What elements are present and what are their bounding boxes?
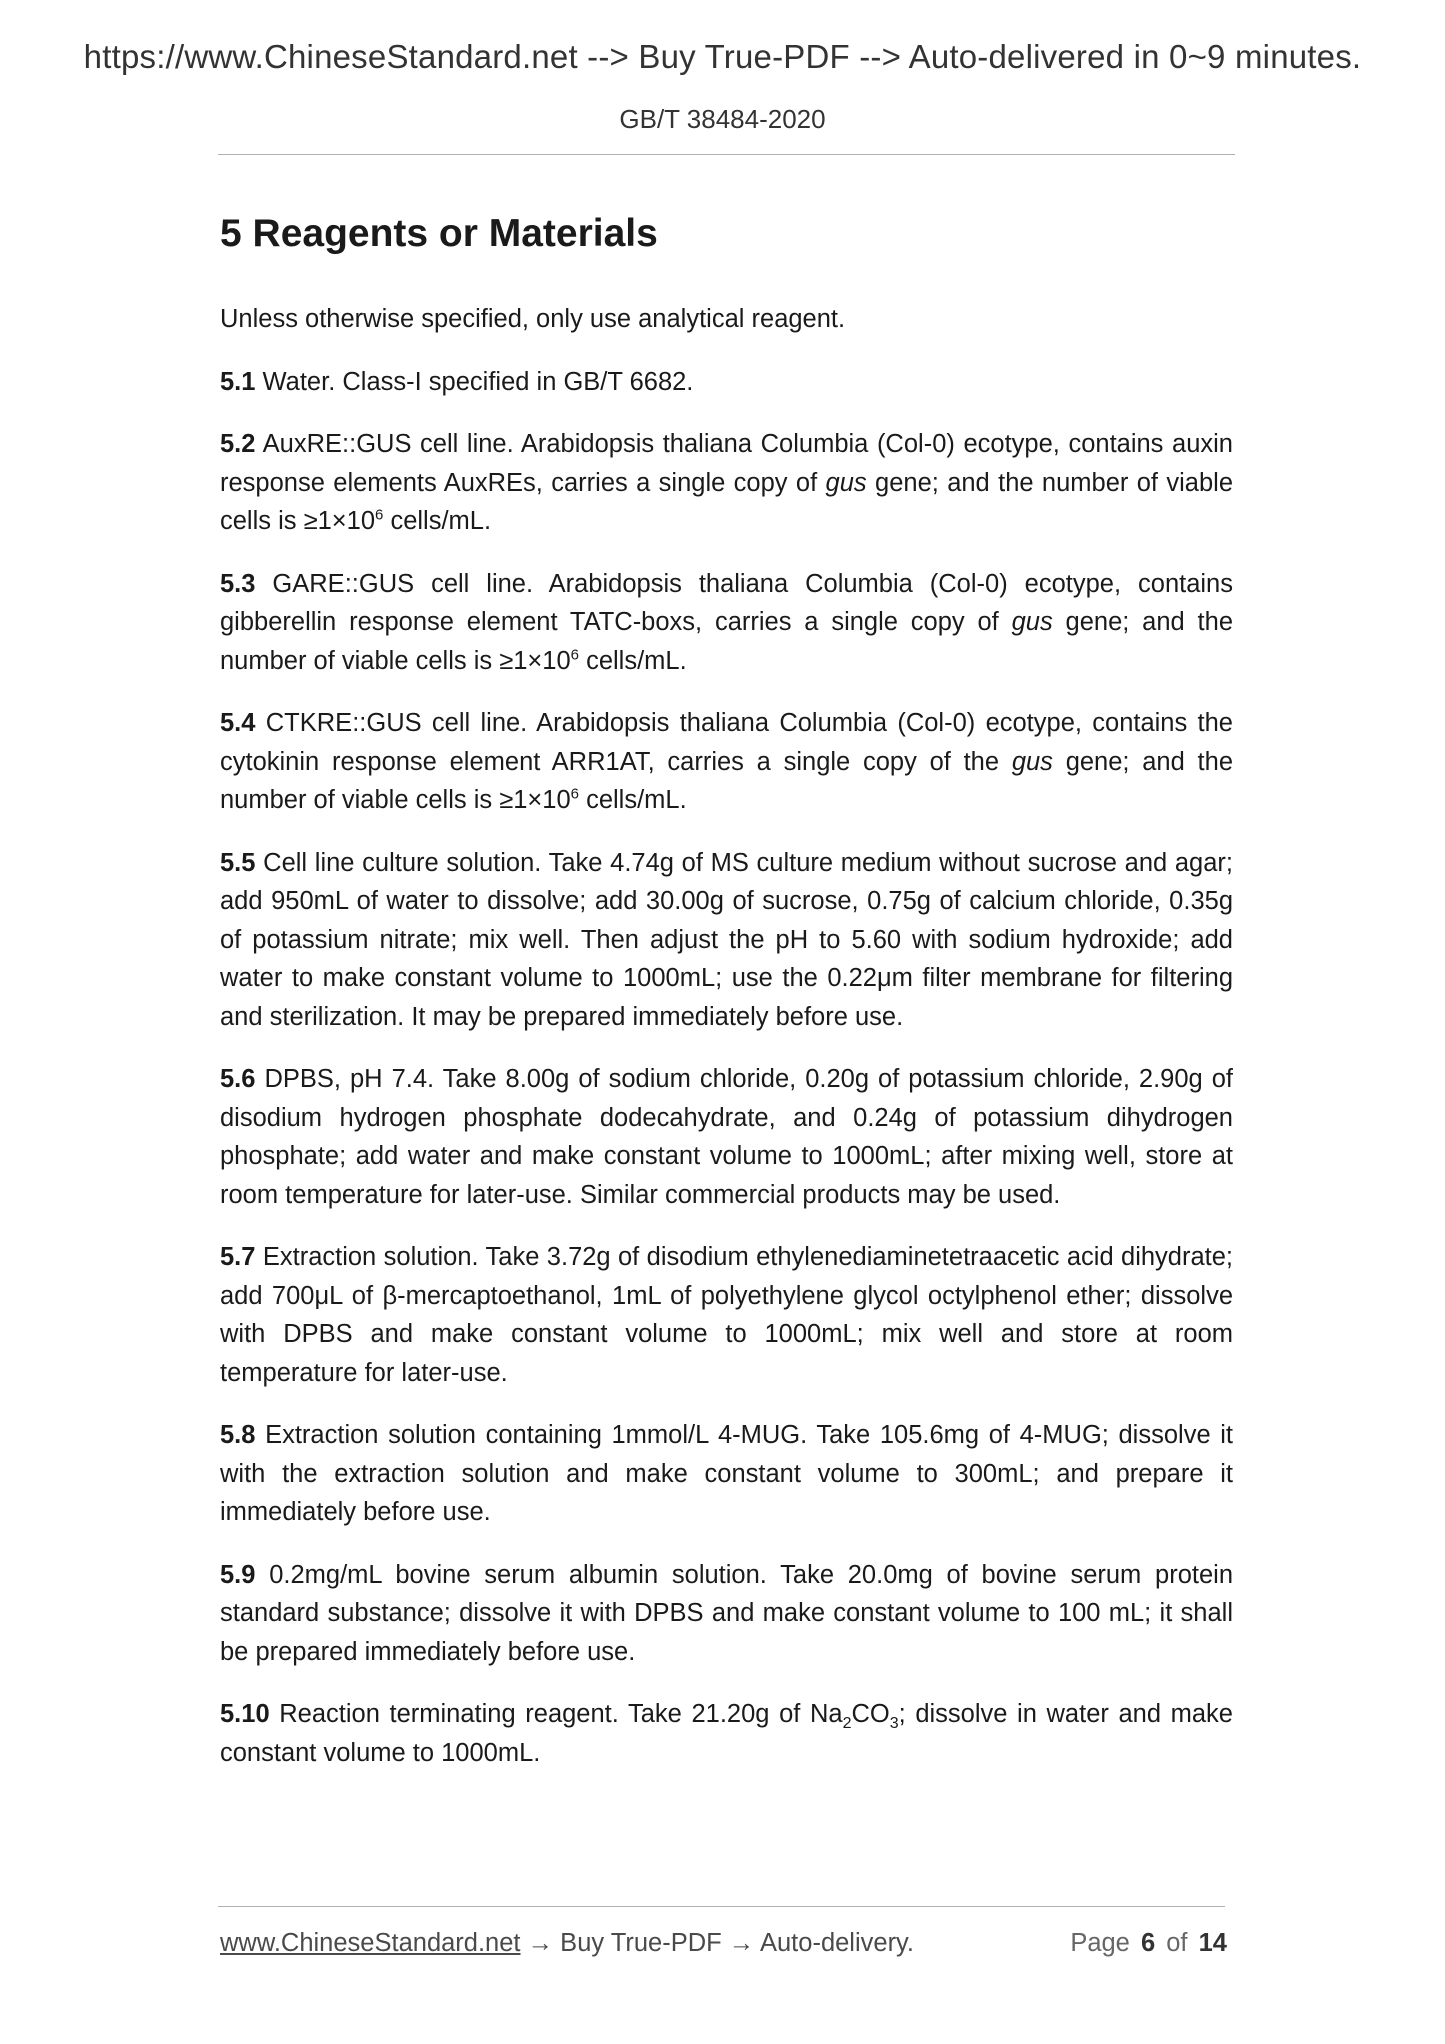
clause-text: Reaction terminating reagent. Take 21.20g of Na xyxy=(279,1700,843,1728)
exponent: 6 xyxy=(375,506,384,524)
clause-text: Water. Class-I specified in GB/T 6682. xyxy=(262,367,694,396)
subscript: 2 xyxy=(842,1715,852,1733)
clause-number: 5.7 xyxy=(220,1243,256,1271)
clause-number: 5.3 xyxy=(220,569,256,598)
header-divider xyxy=(218,154,1235,155)
page-indicator xyxy=(1070,1929,1227,1958)
clause-text: AuxRE::GUS cell line. Arabidopsis thaliana Columbia (Col-0) ecotype, contains auxin response elements AuxREs, carries a single copy of xyxy=(220,430,1233,497)
clause-text: gene; and the number of viable cells is ≥1×10 xyxy=(220,747,1233,814)
section-title: 5 Reagents or Materials xyxy=(220,212,658,255)
clause-text: 0.2mg/mL bovine serum albumin solution. Take 20.0mg of bovine serum protein standard substance; dissolve it with DPBS and make constant volume to 100 mL; it shall be prepared immediately before use. xyxy=(220,1560,1233,1666)
clause-text: DPBS, pH 7.4. Take 8.00g of sodium chloride, 0.20g of potassium chloride, 2.90g of disodium hydrogen phosphate dodecahydrate, and 0.24g of potassium dihydrogen phosphate; add water and make constant volume to 1000mL; after mixing well, store at room temperature for later-use. Similar commercial products may be used. xyxy=(220,1065,1233,1209)
document-code: GB/T 38484-2020 xyxy=(619,104,826,134)
exponent: 6 xyxy=(570,785,579,803)
footer-divider xyxy=(218,1906,1225,1907)
page-content xyxy=(220,212,1233,1796)
clause-text: ; dissolve in water and make constant volume to 1000mL. xyxy=(220,1700,1233,1767)
clause-text: cells/mL. xyxy=(578,786,687,814)
clause-text: CO xyxy=(851,1700,890,1728)
gene-name: gus xyxy=(1011,608,1053,636)
clause-text: Extraction solution containing 1mmol/L 4-MUG. Take 105.6mg of 4-MUG; dissolve it with the extraction solution and make constant volume to 300mL; and prepare it immediately before use. xyxy=(220,1421,1233,1526)
clause-text: cells/mL. xyxy=(578,646,687,675)
exponent: 6 xyxy=(570,646,579,663)
clause-number: 5.2 xyxy=(220,430,256,458)
clause-number: 5.9 xyxy=(220,1560,256,1589)
clause-text: gene; and the number of viable cells is ≥1×10 xyxy=(220,468,1233,535)
clause-number: 5.8 xyxy=(220,1421,256,1449)
clause-5-10 xyxy=(220,1695,1233,1772)
of-label: of xyxy=(1166,1929,1188,1957)
clause-5-5 xyxy=(220,844,1233,1037)
clause-5-4 xyxy=(220,704,1233,820)
clause-number: 5.1 xyxy=(220,367,256,396)
footer-site-link[interactable]: www.ChineseStandard.net xyxy=(220,1929,521,1957)
clause-5-8 xyxy=(220,1416,1233,1532)
clause-text: GARE::GUS cell line. Arabidopsis thaliana Columbia (Col-0) ecotype, contains gibberellin response element TATC-boxs, carries a single copy of xyxy=(220,569,1233,636)
page-label: Page xyxy=(1070,1929,1130,1957)
footer-promo-text: → Buy True-PDF → Auto-delivery. xyxy=(520,1929,914,1957)
total-pages: 14 xyxy=(1198,1929,1227,1957)
clause-text: Extraction solution. Take 3.72g of disodium ethylenediaminetetraacetic acid dihydrate; add 700μL of β-mercaptoethanol, 1mL of polyethylene glycol octylphenol ether; dissolve with DPBS and make constant volume to 1000mL; mix well and store at room temperature for later-use. xyxy=(220,1243,1233,1387)
section-intro: Unless otherwise specified, only use analytical reagent. xyxy=(220,305,846,333)
clause-5-9 xyxy=(220,1556,1233,1672)
clause-5-3 xyxy=(220,565,1233,681)
clause-number: 5.5 xyxy=(220,848,256,877)
footer-promo xyxy=(220,1929,914,1958)
clause-number: 5.10 xyxy=(220,1700,270,1728)
clause-text: Cell line culture solution. Take 4.74g of MS culture medium without sucrose and agar; add 950mL of water to dissolve; add 30.00g of sucrose, 0.75g of calcium chloride, 0.35g of potassium nitrate; mix well. Then adjust the pH to 5.60 with sodium hydroxide; add water to make constant volume to 1000mL; use the 0.22μm filter membrane for filtering and sterilization. It may be prepared immediately before use. xyxy=(220,848,1234,1031)
clause-number: 5.4 xyxy=(220,709,256,737)
clause-5-1 xyxy=(220,363,1233,402)
top-banner: https://www.ChineseStandard.net --> Buy True-PDF --> Auto-delivered in 0~9 minutes. xyxy=(83,38,1362,75)
current-page: 6 xyxy=(1140,1929,1156,1957)
clause-text: CTKRE::GUS cell line. Arabidopsis thaliana Columbia (Col-0) ecotype, contains the cytokinin response element ARR1AT, carries a single copy of the xyxy=(220,709,1233,776)
clause-5-2 xyxy=(220,425,1233,541)
clause-5-6 xyxy=(220,1060,1233,1214)
clause-text: gene; and the number of viable cells is ≥1×10 xyxy=(220,608,1234,675)
gene-name: gus xyxy=(825,468,867,497)
gene-name: gus xyxy=(1011,747,1053,776)
clause-5-7 xyxy=(220,1238,1233,1392)
clause-text: cells/mL. xyxy=(383,507,492,535)
clause-number: 5.6 xyxy=(220,1065,256,1093)
subscript: 3 xyxy=(889,1715,899,1733)
